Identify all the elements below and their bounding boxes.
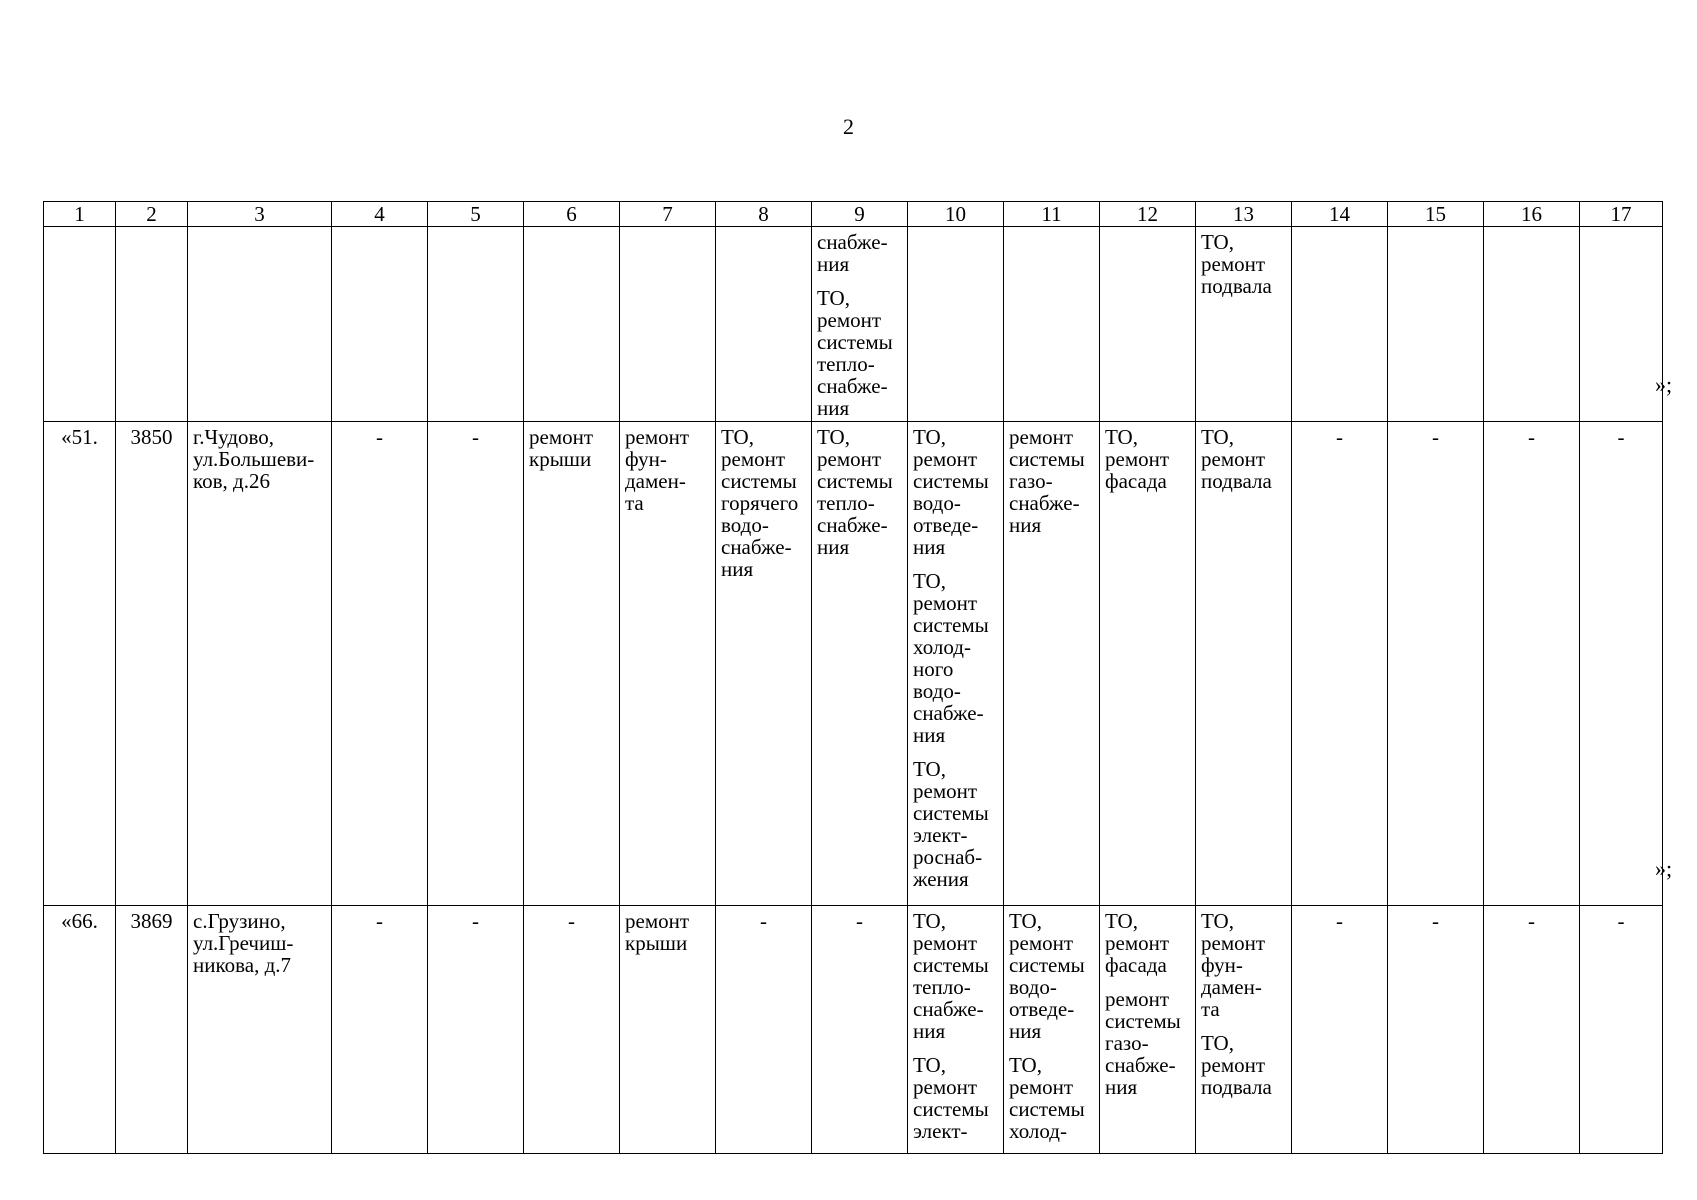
column-header: 3 [188, 202, 332, 227]
table-cell [44, 422, 116, 906]
cell-text: - [1432, 909, 1439, 933]
cell-text: - [856, 909, 863, 933]
table-cell [716, 422, 812, 906]
page-number: 2 [843, 114, 854, 139]
table-cell [116, 227, 188, 422]
table-cell [1004, 422, 1100, 906]
cell-text: ТО, ремонт системы тепло- снабже- ния [817, 286, 893, 420]
cell-text: ТО, ремонт подвала [1201, 425, 1272, 493]
cell-text: ремонт системы газо- снабже- ния [1105, 987, 1181, 1099]
table-cell [332, 422, 428, 906]
table-cell [812, 422, 908, 906]
table-cell [188, 227, 332, 422]
column-header: 9 [812, 202, 908, 227]
cell-text: - [1617, 909, 1625, 933]
table-cell [1196, 227, 1292, 422]
cell-text: ТО, ремонт системы тепло- снабже- ния [913, 909, 989, 1043]
cell-text: - [376, 425, 383, 449]
works-table [43, 201, 1663, 1154]
cell-text: «51. [61, 425, 98, 449]
cell-text: снабже- ния [817, 230, 888, 276]
table-cell [188, 906, 332, 1154]
row-closing-mark: »; [1655, 856, 1673, 881]
table-row [44, 906, 1663, 1154]
table-cell [1388, 422, 1484, 906]
table-cell [1100, 422, 1196, 906]
table-cell [1580, 906, 1663, 1154]
header-row [44, 202, 1663, 227]
column-header: 15 [1388, 202, 1484, 227]
column-header: 1 [44, 202, 116, 227]
cell-text: г.Чудово, ул.Большеви- ков, д.26 [193, 425, 315, 493]
table-cell [716, 906, 812, 1154]
cell-text: - [472, 425, 479, 449]
cell-text: ТО, ремонт системы водо- отведе- ния [1009, 909, 1085, 1043]
table-cell [428, 422, 524, 906]
table-cell [1292, 906, 1388, 1154]
cell-text: - [1432, 425, 1439, 449]
cell-text: ТО, ремонт фасада [1105, 425, 1170, 493]
table-cell [428, 906, 524, 1154]
table-cell [1388, 906, 1484, 1154]
table-cell [620, 227, 716, 422]
column-header: 12 [1100, 202, 1196, 227]
cell-text: ТО, ремонт системы холод- [1009, 1053, 1085, 1143]
cell-text: - [760, 909, 767, 933]
table-cell [1292, 227, 1388, 422]
cell-text: ремонт фун- дамен- та [625, 425, 690, 515]
table-cell [1580, 422, 1663, 906]
table-cell [1004, 227, 1100, 422]
column-header: 5 [428, 202, 524, 227]
cell-text: с.Грузино, ул.Гречиш- никова, д.7 [193, 909, 294, 977]
cell-text: ремонт крыши [625, 909, 690, 955]
cell-text: ремонт крыши [529, 425, 594, 471]
table-cell [1100, 227, 1196, 422]
table-cell [1484, 227, 1580, 422]
table-row [44, 227, 1663, 422]
column-header: 4 [332, 202, 428, 227]
column-header: 2 [116, 202, 188, 227]
table-cell [428, 227, 524, 422]
cell-text: ТО, ремонт подвала [1201, 230, 1272, 298]
column-header: 10 [908, 202, 1004, 227]
table-cell [812, 906, 908, 1154]
table-cell [524, 906, 620, 1154]
table-cell [1196, 422, 1292, 906]
table-cell [44, 906, 116, 1154]
cell-text: ТО, ремонт системы горячего водо- снабже- ния [721, 425, 799, 581]
cell-text: - [568, 909, 575, 933]
table-cell [332, 227, 428, 422]
table-cell [188, 422, 332, 906]
cell-text: - [1617, 425, 1625, 449]
table-cell [1004, 906, 1100, 1154]
cell-text: ТО, ремонт системы элект- роснаб- жения [913, 757, 989, 891]
cell-text: - [1336, 909, 1343, 933]
column-header: 13 [1196, 202, 1292, 227]
table-cell [1484, 906, 1580, 1154]
cell-text: 3850 [130, 425, 173, 449]
table-cell [908, 227, 1004, 422]
column-header: 8 [716, 202, 812, 227]
table-cell [620, 422, 716, 906]
table-cell [524, 227, 620, 422]
cell-text: ТО, ремонт системы холод- ного водо- снабже- ния [913, 569, 989, 747]
cell-text: - [472, 909, 479, 933]
table-cell [908, 906, 1004, 1154]
cell-text: 3869 [130, 909, 173, 933]
column-header: 16 [1484, 202, 1580, 227]
table-cell [332, 906, 428, 1154]
table-cell [1388, 227, 1484, 422]
cell-text: ремонт системы газо- снабже- ния [1009, 425, 1085, 537]
table-cell [524, 422, 620, 906]
table-cell [44, 227, 116, 422]
cell-text: ТО, ремонт системы тепло- снабже- ния [817, 425, 893, 559]
column-header: 7 [620, 202, 716, 227]
cell-text: - [1528, 909, 1535, 933]
table-cell [716, 227, 812, 422]
cell-text: - [1528, 425, 1535, 449]
cell-text: - [376, 909, 383, 933]
table-cell [116, 422, 188, 906]
row-closing-mark: »; [1655, 372, 1673, 397]
cell-text: - [1336, 425, 1343, 449]
column-header: 6 [524, 202, 620, 227]
table-cell [620, 906, 716, 1154]
table-cell [1292, 422, 1388, 906]
table-cell [908, 422, 1004, 906]
cell-text: «66. [61, 909, 98, 933]
cell-text: ТО, ремонт системы водо- отведе- ния [913, 425, 989, 559]
column-header: 14 [1292, 202, 1388, 227]
table-cell [1196, 906, 1292, 1154]
table-cell [1100, 906, 1196, 1154]
column-header: 11 [1004, 202, 1100, 227]
cell-text: ТО, ремонт системы элект- [913, 1053, 989, 1143]
column-header: 17 [1580, 202, 1663, 227]
table-cell [1580, 227, 1663, 422]
table-cell [116, 906, 188, 1154]
cell-text: ТО, ремонт фасада [1105, 909, 1170, 977]
cell-text: ТО, ремонт фун- дамен- та [1201, 909, 1266, 1021]
table-cell [812, 227, 908, 422]
table-row [44, 422, 1663, 906]
cell-text: ТО, ремонт подвала [1201, 1031, 1272, 1099]
table-cell [1484, 422, 1580, 906]
